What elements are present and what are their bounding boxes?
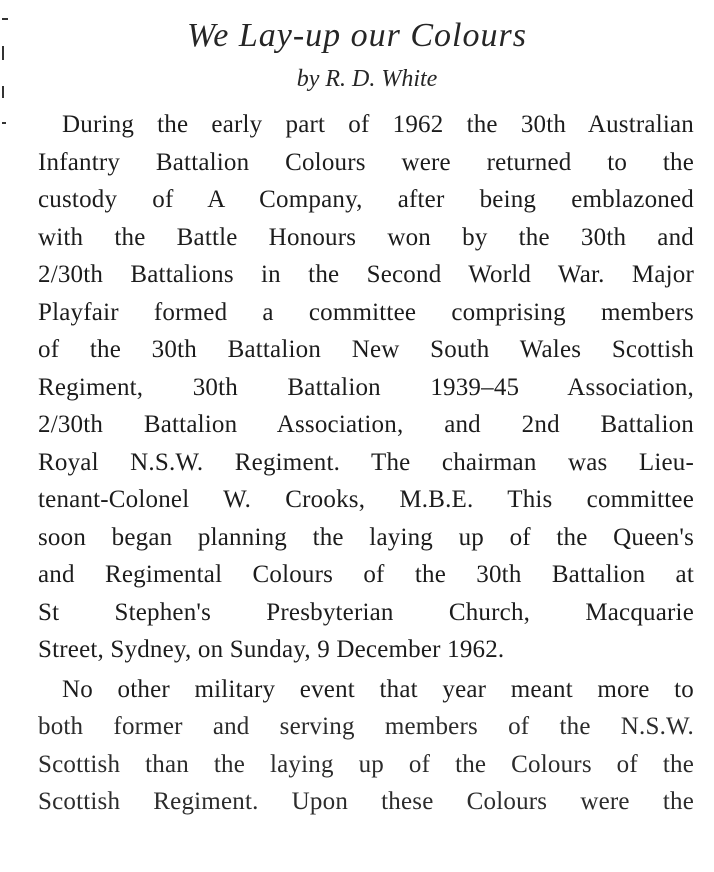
- text-line: Regiment, 30th Battalion 1939–45 Association,: [38, 373, 694, 401]
- text-line: both former and serving members of the N.S.W.: [38, 713, 694, 740]
- text-line: Playfair formed a committee comprising members: [38, 298, 694, 326]
- text-line: St Stephen's Presbyterian Church, Macquarie: [38, 598, 694, 626]
- text-line: Scottish Regiment. Upon these Colours were the: [38, 788, 694, 815]
- text-line: 2/30th Battalions in the Second World War. Major: [38, 261, 694, 288]
- article-byline: by R. D. White: [296, 66, 438, 92]
- text-line: Infantry Battalion Colours were returned to the: [38, 148, 694, 176]
- text-line: Royal N.S.W. Regiment. The chairman was Lieu-: [38, 448, 694, 476]
- paragraph-2: [38, 671, 694, 821]
- text-line: Street, Sydney, on Sunday, 9 December 1962.: [38, 636, 505, 663]
- text-line: Scottish than the laying up of the Colours of the: [38, 750, 694, 778]
- text-line: During the early part of 1962 the 30th Australian: [62, 111, 694, 138]
- text-line: with the Battle Honours won by the 30th and: [38, 223, 694, 251]
- text-line: 2/30th Battalion Association, and 2nd Battalion: [38, 411, 694, 438]
- text-line: No other military event that year meant more to: [62, 675, 694, 703]
- text-line: of the 30th Battalion New South Wales Scottish: [38, 336, 694, 363]
- paragraph-1: [38, 106, 694, 669]
- text-line: custody of A Company, after being emblazoned: [38, 186, 694, 213]
- article-body: [38, 106, 694, 821]
- margin-tick: [2, 122, 6, 124]
- text-line: and Regimental Colours of the 30th Battalion at: [38, 561, 694, 588]
- text-line: soon began planning the laying up of the Queen's: [38, 523, 694, 551]
- text-line: tenant-Colonel W. Crooks, M.B.E. This committee: [38, 486, 694, 513]
- article-title: We Lay-up our Colours: [187, 17, 527, 54]
